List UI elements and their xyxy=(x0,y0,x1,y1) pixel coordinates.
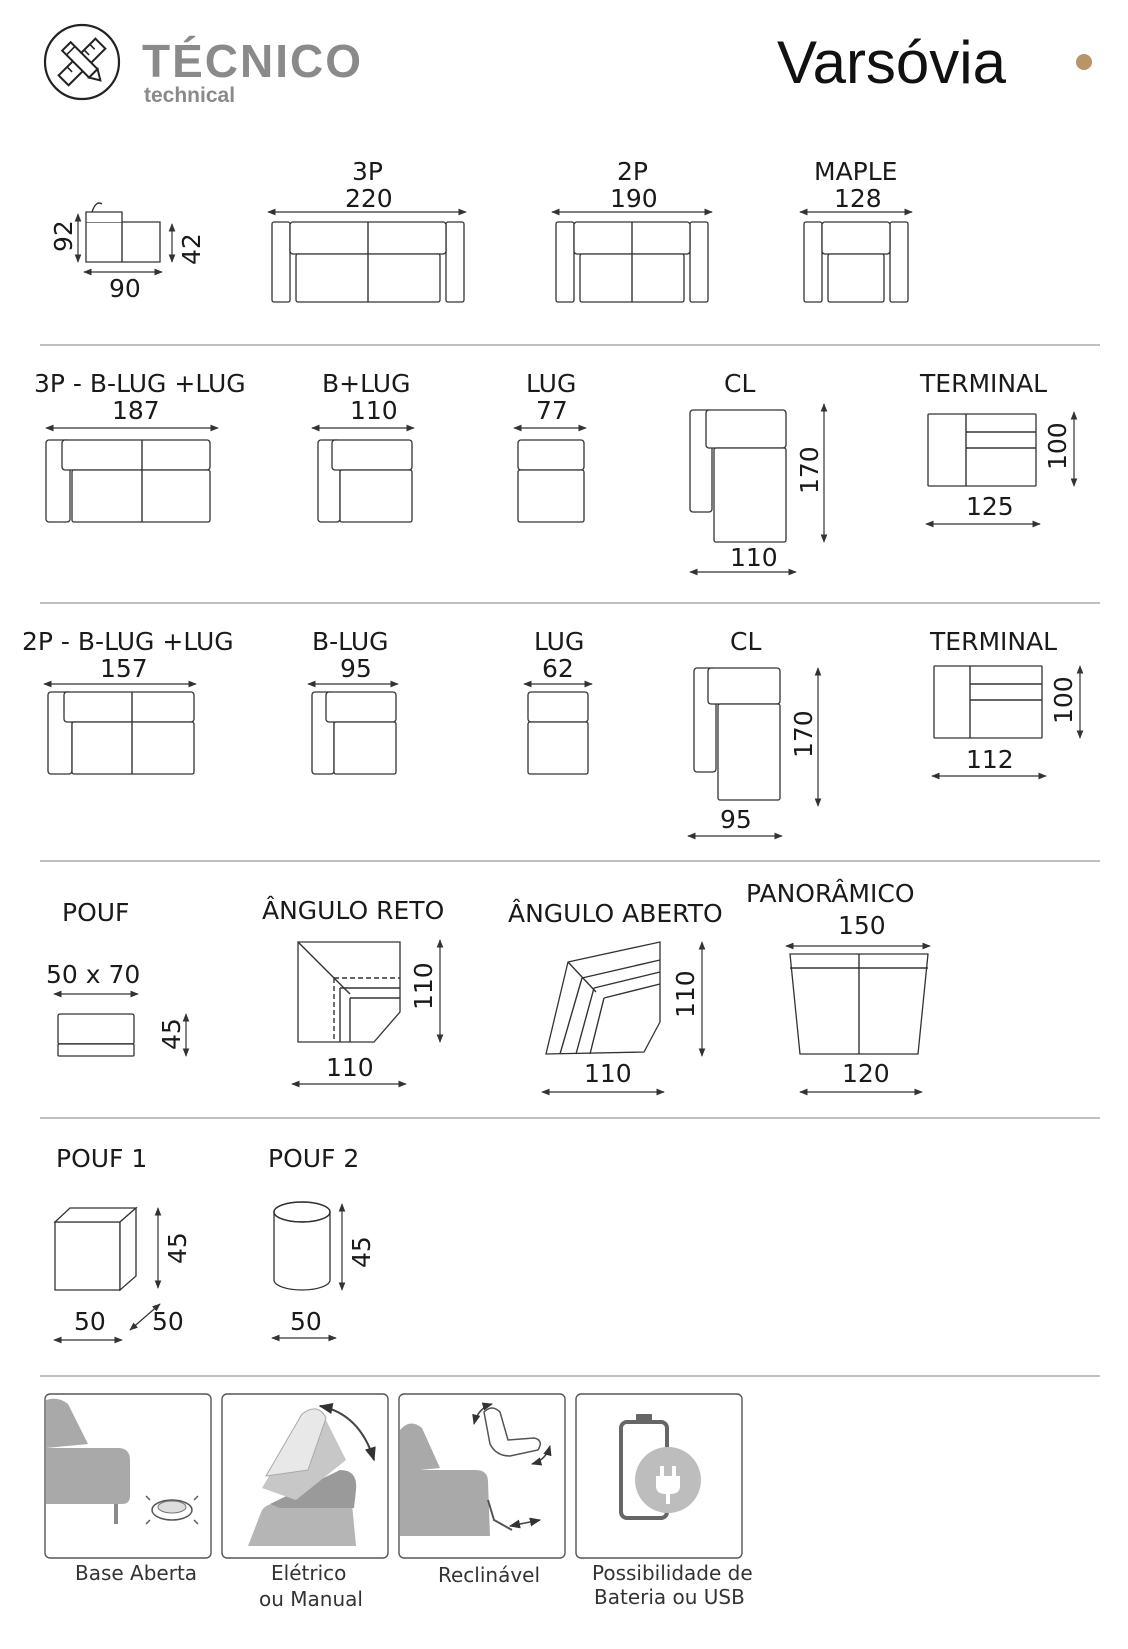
b-lug-row3-width: 95 xyxy=(340,654,372,683)
pouf2-label: POUF 2 xyxy=(268,1144,360,1173)
panoramico-bottom-width: 120 xyxy=(842,1059,890,1088)
lug-row3-drawing xyxy=(524,627,592,774)
angulo-aberto-drawing xyxy=(508,899,723,1092)
pouf-drawing xyxy=(46,898,186,1056)
feature-label-2: ou Manual xyxy=(259,1587,363,1611)
cl-row3-width: 95 xyxy=(720,805,752,834)
terminal-row2-label: TERMINAL xyxy=(920,369,1048,398)
lug-row2-drawing xyxy=(514,369,586,522)
cl-row3-label: CL xyxy=(730,627,762,656)
angulo-reto-drawing xyxy=(262,896,444,1084)
profile-height: 92 xyxy=(49,220,78,252)
angulo-aberto-width: 110 xyxy=(584,1059,632,1088)
panoramico-top-width: 150 xyxy=(838,911,886,940)
feature-label-2: Bateria ou USB xyxy=(594,1585,745,1609)
sofa-2p-drawing xyxy=(552,157,712,302)
angulo-reto-width: 110 xyxy=(326,1053,374,1082)
brand-title: TÉCNICO xyxy=(142,35,363,87)
cl-row3-drawing xyxy=(688,627,818,836)
profile-depth: 90 xyxy=(109,274,141,303)
maple-drawing xyxy=(800,157,912,302)
feature-label: Possibilidade de xyxy=(592,1561,753,1585)
lug-row2-width: 77 xyxy=(536,396,568,425)
b-lug-row3-label: B-LUG xyxy=(312,627,389,656)
pouf-height: 45 xyxy=(157,1018,186,1050)
sofa-3p-width: 220 xyxy=(345,184,393,213)
pouf-size: 50 x 70 xyxy=(46,960,141,989)
lug-row3-label: LUG xyxy=(534,627,585,656)
terminal-row2-drawing xyxy=(919,369,1074,524)
feature-label: Reclinável xyxy=(438,1563,541,1587)
pouf2-height: 45 xyxy=(347,1236,376,1268)
pouf1-width: 50 xyxy=(74,1307,106,1336)
pouf2-drawing xyxy=(268,1144,376,1338)
sofa-3p-drawing xyxy=(268,157,466,302)
terminal-row3-width: 112 xyxy=(966,745,1014,774)
b-lug-row2-label: B+LUG xyxy=(322,369,411,398)
terminal-row2-depth: 100 xyxy=(1043,422,1072,470)
pouf-label: POUF xyxy=(62,898,130,927)
maple-label: MAPLE xyxy=(814,157,898,186)
pouf1-label: POUF 1 xyxy=(56,1144,148,1173)
cl-row2-length: 170 xyxy=(795,446,824,494)
terminal-row3-depth: 100 xyxy=(1049,676,1078,724)
b-lug-row2-width: 110 xyxy=(350,396,398,425)
maple-width: 128 xyxy=(834,184,882,213)
pouf2-diameter: 50 xyxy=(290,1307,322,1336)
angulo-reto-label: ÂNGULO RETO xyxy=(262,896,445,925)
terminal-row3-label: TERMINAL xyxy=(930,627,1058,656)
b-lug-row3-drawing xyxy=(308,627,398,774)
feature-card-electric xyxy=(222,1394,388,1611)
pouf1-drawing xyxy=(54,1144,192,1340)
sofa-2p-label: 2P xyxy=(617,157,648,186)
combo-3p-label: 3P - B-LUG +LUG xyxy=(34,369,246,398)
panoramico-label: PANORÂMICO xyxy=(746,879,915,908)
combo-2p-drawing xyxy=(22,627,234,774)
feature-label: Elétrico xyxy=(271,1561,347,1585)
angulo-aberto-depth: 110 xyxy=(671,970,700,1018)
cl-row2-width: 110 xyxy=(730,543,778,572)
combo-2p-label: 2P - B-LUG +LUG xyxy=(22,627,234,656)
sofa-2p-width: 190 xyxy=(610,184,658,213)
feature-label: Base Aberta xyxy=(75,1561,198,1585)
pouf1-height: 45 xyxy=(163,1232,192,1264)
feature-card-recliner xyxy=(399,1394,565,1587)
lug-row2-label: LUG xyxy=(526,369,577,398)
combo-3p-width: 187 xyxy=(112,396,160,425)
angulo-reto-depth: 110 xyxy=(409,962,438,1010)
product-title: Varsóvia xyxy=(777,29,1006,96)
brand-subtitle: technical xyxy=(144,84,236,107)
cl-row2-drawing xyxy=(690,369,824,572)
side-profile-drawing xyxy=(49,203,206,303)
feature-card-battery xyxy=(576,1394,753,1609)
terminal-row3-drawing xyxy=(929,627,1080,776)
pouf1-depth: 50 xyxy=(152,1307,184,1336)
terminal-row2-width: 125 xyxy=(966,492,1014,521)
angulo-aberto-label: ÂNGULO ABERTO xyxy=(508,899,723,928)
panoramico-drawing xyxy=(746,879,930,1092)
profile-seat-height: 42 xyxy=(177,233,206,265)
combo-3p-drawing xyxy=(34,369,246,522)
b-lug-row2-drawing xyxy=(312,369,414,522)
combo-2p-width: 157 xyxy=(100,654,148,683)
lug-row3-width: 62 xyxy=(542,654,574,683)
feature-card-open-base xyxy=(45,1394,211,1585)
cl-row2-label: CL xyxy=(724,369,756,398)
cl-row3-length: 170 xyxy=(789,710,818,758)
sofa-3p-label: 3P xyxy=(352,157,383,186)
